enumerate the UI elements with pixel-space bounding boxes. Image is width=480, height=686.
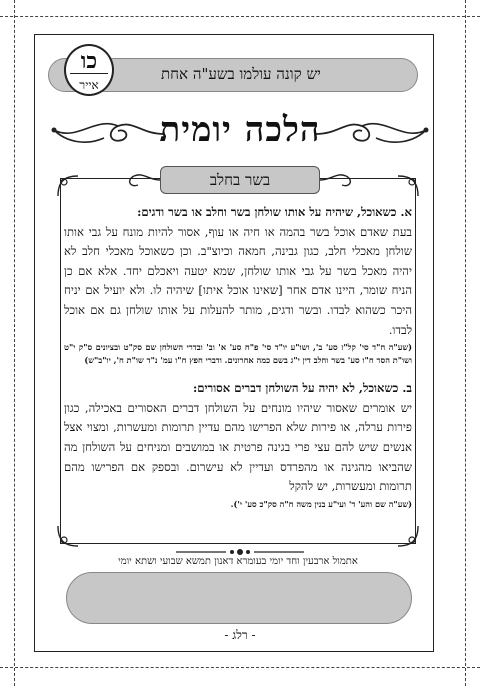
page-title: הלכה יומית [159,110,321,150]
footer-bar [66,572,412,624]
date-day: כו [80,48,98,74]
cut-line-right [465,0,466,686]
corner-ornament-icon [396,174,420,198]
page-number: - רלג - [224,628,256,642]
banner-flourish-right-icon [318,170,362,190]
date-month: אייר [79,78,99,92]
subheading: א. כשאוכל, שיהיה על אותו שולחן בשר וחלב או בשר ודגים: [137,205,412,219]
banner-flourish-left-icon [118,170,162,190]
section-content [64,203,412,511]
header-tagline: יש קונה עולמו בשע"ה אחת [161,65,321,83]
cut-line-bottom [0,667,480,668]
source-citation: (שע"ה שם והע' ד' ועי"ע בנין משה ח"ה סק"כ סע' י'). [230,498,412,509]
corner-ornament-icon [56,174,80,198]
subheading: ב. כשאוכל, לא יהיה על השולחן דברים אסורים: [192,381,412,396]
section-heading: בשר בחלב [160,166,320,194]
corner-ornament-icon [396,524,420,548]
date-divider [70,73,108,74]
paragraph: בעת שאדם אוכל בשר בהמה או חיה או עוף, אסור להיות מונח על גבי אותו שולחן מאכלי חלב, כגון גבינה, חמאה וכיוצ"ב. וכן כשאוכל מאכלי חלב לא יהיה מאכל בשר על גבי אותו שולחן, שמא יטעה ויאכלם יחד. אלא אם כן הניח שומר, היינו אדם אחר [שאינו אוכל איתו] שיהיה לו. ולא יועיל אם יניח היכר כשהוא לבדו. ובשר ודגים, מותר להעלות על אותו שולחן גם אם אוכל לבדו. [64,224,412,337]
cut-line-top [0,16,480,17]
paragraph: יש אומרים שאסור שיהיו מונחים על השולחן דברים האסורים באכילה, כגון פירות ערלה, או פירות שלא הפרישו מהם עדיין תרומות ומעשרות, ומצוי אצל אנשים שיש להם עצי פרי בגינה פרטית או במושבים ומניחים על השולחן מה שהביאו מהגינה או מהפרדס ועדיין לא עישרום. ובספק אם הפרישו מהם תרומות ומעשרות, יש להקל [64,400,412,494]
corner-ornament-icon [56,524,80,548]
omer-count-line: אתמול ארבעין וחד יומי בעומרא דאנון תמשא שבועי ושתא יומי [118,556,358,567]
cut-line-left [14,0,15,686]
date-badge [64,44,114,96]
source-citation: (שע"ה ח"ד סי' קל"ז סע' ב', ושו"ע יו"ד סי' פ"ח סע' א' וב' ובדרי השולחן שם סק"ט ובציונים ס"ק י"ט ושו"ת הסר ח"ו סע' בשר וחלב דין י"ג בשם כמה אחרונים. ודברי חפץ ח"ו עמ' נ"ד שו"ת ח', יו"ב"ש) [64,342,412,366]
